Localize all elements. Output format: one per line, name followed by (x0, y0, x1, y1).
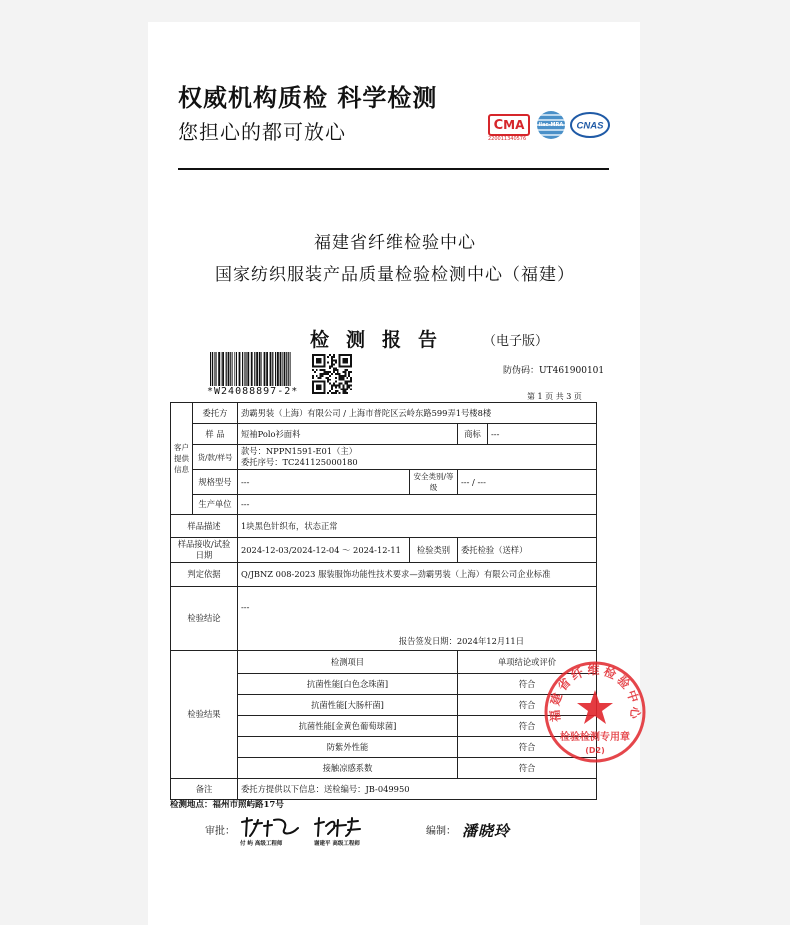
brand-label: 商标 (458, 424, 488, 445)
result-item: 抗菌性能[大肠杆菌] (238, 695, 458, 716)
seal-center-text: 检验检测专用章 (560, 732, 630, 743)
result-eval: 符合 (458, 758, 597, 779)
sample-label: 样 品 (193, 424, 238, 445)
approver1-signature (238, 814, 304, 840)
style-label: 货/款/样号 (193, 445, 238, 470)
result-item: 防紫外性能 (238, 737, 458, 758)
banner-divider (178, 168, 609, 170)
safety-value: --- / --- (458, 470, 597, 495)
conclusion-label: 检验结论 (171, 587, 238, 651)
issue-date: 报告签发日期：2024年12月11日 (398, 636, 524, 646)
anti-fake-code: 防伪码：UT461900101 (503, 366, 605, 376)
lab-name-line1: 福建省纤维检验中心 (314, 233, 476, 253)
sample-value: 短袖Polo衫面料 (238, 424, 458, 445)
result-eval: 符合 (458, 674, 597, 695)
test-address: 检测地点：福州市照屿路17号 (170, 800, 284, 810)
spec-value: --- (238, 470, 410, 495)
ilac-mra-logo (537, 111, 565, 139)
results-header-eval: 单项结论或评价 (458, 651, 597, 674)
desc-label: 样品描述 (171, 515, 238, 538)
remark-label: 备注 (171, 779, 238, 800)
ilac-logo-text: ilac-MRA (538, 122, 564, 128)
banner-headline: 权威机构质检 科学检测 (178, 84, 438, 112)
cnas-logo (570, 111, 610, 139)
client-group-label: 客户提供信息 (171, 403, 193, 515)
cma-number: 220011340576 (488, 136, 527, 142)
approve-label: 审批： (205, 826, 235, 837)
conclusion-value: --- (241, 602, 250, 612)
style-value (238, 445, 597, 470)
safety-label: 安全类别/等级 (410, 470, 458, 495)
producer-label: 生产单位 (193, 495, 238, 515)
result-item: 抗菌性能[金黄色葡萄球菌] (238, 716, 458, 737)
cma-logo-text: MA (503, 118, 525, 132)
report-table (170, 402, 597, 800)
remark-value: 委托方提供以下信息：送检编号：JB-049950 (238, 779, 597, 800)
approver2-signature (312, 814, 364, 840)
seal-code: (D2) (585, 746, 605, 755)
results-header-item: 检测项目 (238, 651, 458, 674)
barcode-text: *W24088897-2* (207, 386, 299, 397)
result-eval: 符合 (458, 737, 597, 758)
lab-name-line2: 国家纺织服装产品质量检验检测中心（福建） (215, 265, 575, 285)
official-seal (543, 660, 647, 764)
editor-signature: 潘晓玲 (462, 822, 511, 840)
type-label: 检验类别 (410, 538, 458, 563)
report-title: 检测报告 (310, 329, 455, 351)
qr-code (312, 354, 352, 394)
date-value: 2024-12-03/2024-12-04 ～ 2024-12-11 (238, 538, 410, 563)
seal-ring-text: 福建省纤维检验中心 (547, 663, 643, 723)
cma-logo: CMA (488, 114, 530, 136)
style-value-line2: 委托序号：TC241125000180 (241, 457, 358, 467)
basis-value: Q/JBNZ 008-2023 服装服饰功能性技术要求—劲霸男装（上海）有限公司企业标准 (238, 563, 597, 587)
style-value-line1: 款号：NPPN1591-E01（主） (241, 446, 357, 456)
banner-subline: 您担心的都可放心 (178, 120, 346, 144)
brand-value: --- (488, 424, 597, 445)
producer-value: --- (238, 495, 597, 515)
date-label: 样品接收/试验日期 (171, 538, 238, 563)
client-value: 劲霸男装（上海）有限公司 / 上海市普陀区云岭东路599弄1号楼8楼 (238, 403, 597, 424)
type-value: 委托检验（送样） (458, 538, 597, 563)
result-item: 抗菌性能[白色念珠菌] (238, 674, 458, 695)
approver2-caption: 谢建平 高级工程师 (314, 841, 360, 847)
page-info: 第 1 页 共 3 页 (527, 392, 582, 401)
result-eval: 符合 (458, 716, 597, 737)
conclusion-cell (238, 587, 597, 651)
approver1-caption: 付 屿 高级工程师 (240, 841, 283, 847)
spec-label: 规格型号 (193, 470, 238, 495)
report-subtitle: （电子版） (483, 334, 549, 349)
basis-label: 判定依据 (171, 563, 238, 587)
desc-value: 1块黑色针织布，状态正常 (238, 515, 597, 538)
cnas-logo-text: CNAS (576, 120, 604, 132)
result-item: 接触凉感系数 (238, 758, 458, 779)
edit-label: 编制： (426, 826, 456, 837)
client-label: 委托方 (193, 403, 238, 424)
barcode (210, 352, 292, 386)
results-label: 检验结果 (171, 651, 238, 779)
result-eval: 符合 (458, 695, 597, 716)
